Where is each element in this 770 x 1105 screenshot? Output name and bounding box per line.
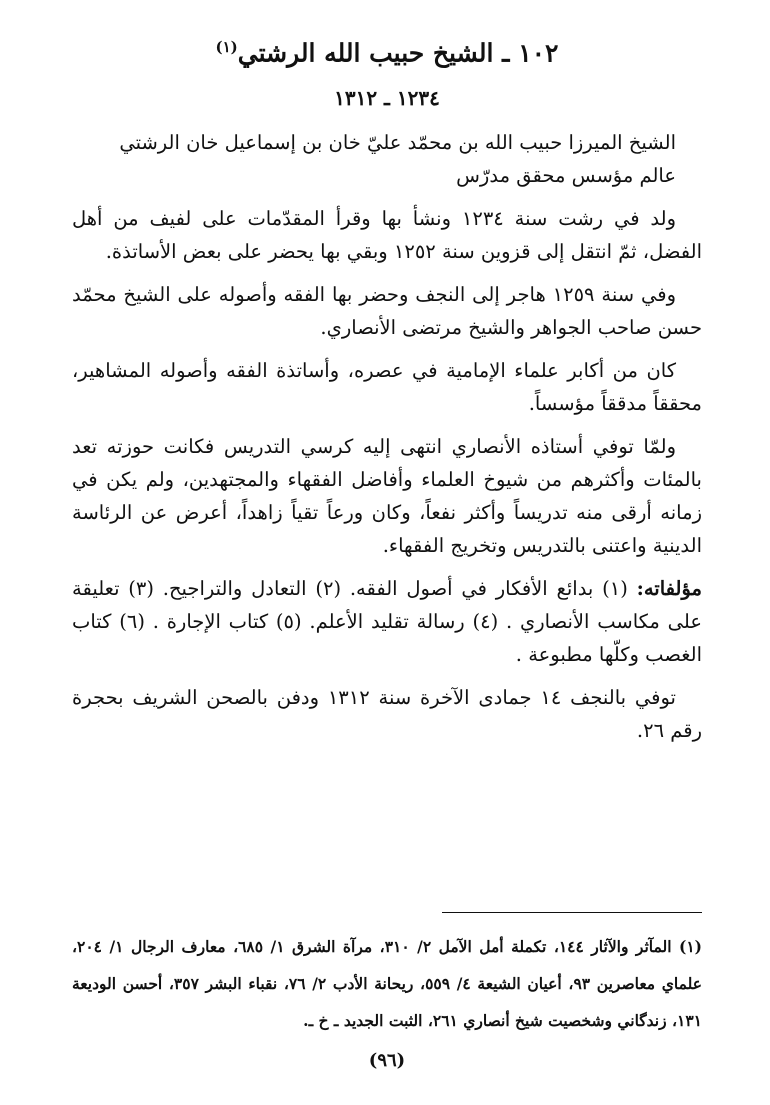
paragraph-migration: وفي سنة ١٢٥٩ هاجر إلى النجف وحضر بها الفقه وأصوله على الشيخ محمّد حسن صاحب الجواهر والشيخ مرتضى الأنصاري. xyxy=(72,283,702,340)
paragraph-status: كان من أكابر علماء الإمامية في عصره، وأساتذة الفقه وأصوله المشاهير، محققاً مدققاً مؤسساً. xyxy=(72,359,702,416)
works-label: مؤلفاته: xyxy=(636,577,703,601)
paragraph-description: عالم مؤسس محقق مدرّس xyxy=(456,164,676,188)
footnote-reference: (١) xyxy=(215,38,238,56)
paragraph-name: الشيخ الميرزا حبيب الله بن محمّد عليّ خان بن إسماعيل خان الرشتي xyxy=(119,131,676,155)
footnote-divider xyxy=(442,912,702,913)
page-content xyxy=(72,30,702,1105)
page-number: (٩٦) xyxy=(368,1050,406,1071)
paragraph-works xyxy=(72,572,702,671)
page-title xyxy=(72,30,702,70)
life-dates: ١٢٣٤ ـ ١٣١٢ xyxy=(334,86,440,111)
paragraph-teaching: ولمّا توفي أستاذه الأنصاري انتهى إليه كرسي التدريس فكانت حوزته تعد بالمئات وأكثرهم من شيوخ العلماء وأفاضل الفقهاء والمجتهدين، ولم يكن في زمانه أرقى منه تدريساً وأكثر نفعاً، وكان ورعاً تقياً زاهداً، أعرض عن الرئاسة الدينية واعتنى بالتدريس وتخريج الفقهاء. xyxy=(72,435,702,558)
paragraph-birth: ولد في رشت سنة ١٢٣٤ ونشأ بها وقرأ المقدّمات على لفيف من أهل الفضل، ثمّ انتقل إلى قزوين سنة ١٢٥٢ وبقي بها يحضر على بعض الأساتذة. xyxy=(72,207,702,264)
works-list: (١) بدائع الأفكار في أصول الفقه. (٢) التعادل والتراجيح. (٣) تعليقة على مكاسب الأنصاري . (٤) رسالة تقليد الأعلم. (٥) كتاب الإجارة . (٦) كتاب الغصب وكلّها مطبوعة . xyxy=(72,577,702,667)
paragraph-death: توفي بالنجف ١٤ جمادى الآخرة سنة ١٣١٢ ودفن بالصحن الشريف بحجرة رقم ٢٦. xyxy=(72,686,702,743)
title-text: ١٠٢ ـ الشيخ حبيب الله الرشتي xyxy=(237,38,559,68)
footnote: (١) المآثر والآثار ١٤٤، تكملة أمل الآمل ٢/ ٣١٠، مرآة الشرق ١/ ٦٨٥، معارف الرجال ١/ ٢٠٤، علماي معاصرين ٩٣، أعيان الشيعة ٤/ ٥٥٩، ريحانة الأدب ٢/ ٧٦، نقباء البشر ٣٥٧، أحسن الوديعة ١٣١، زندگاني وشخصيت شيخ أنصاري ٢٦١، الثبت الجديد ـ خ ـ. xyxy=(72,937,702,1030)
